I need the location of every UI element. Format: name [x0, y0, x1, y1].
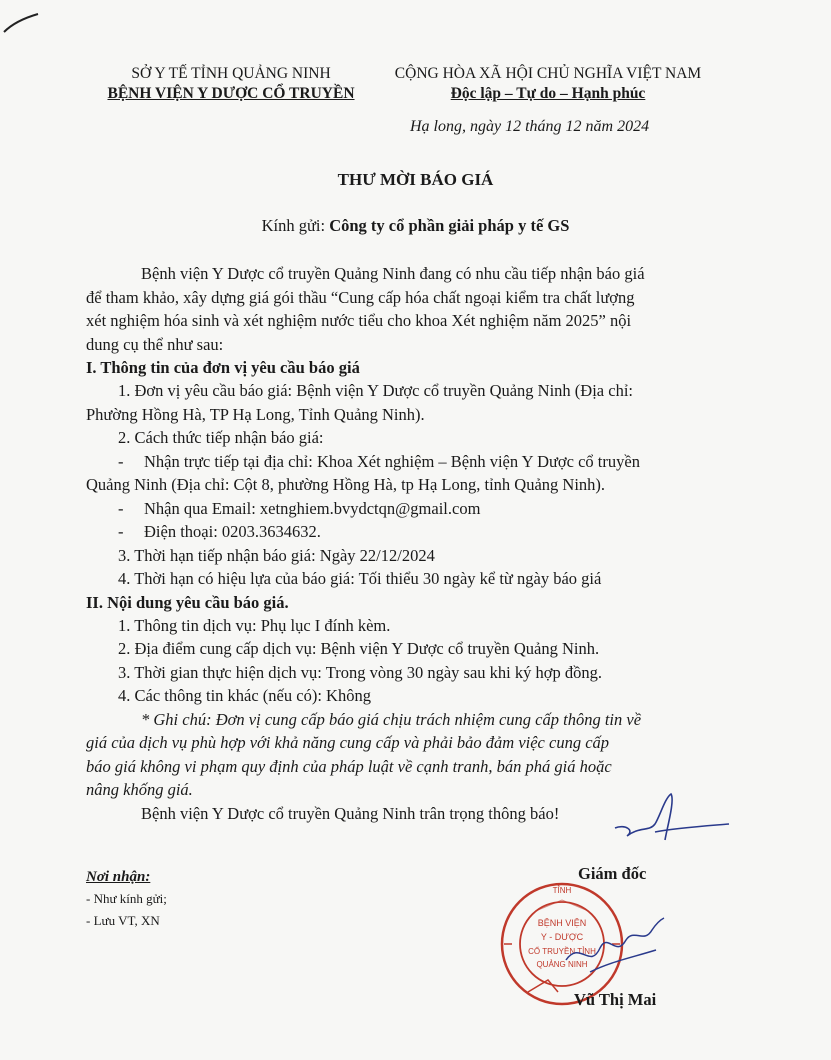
- section-2-item-2: 2. Địa điểm cung cấp dịch vụ: Bệnh viện Y Dược cổ truyền Quảng Ninh.: [118, 639, 600, 658]
- letter-body: [86, 262, 726, 825]
- signature: [560, 910, 670, 980]
- seal-line: BỆNH VIỆN: [537, 918, 587, 928]
- seal-line: Y - DƯỢC: [540, 932, 584, 942]
- note-line: * Ghi chú: Đơn vị cung cấp báo giá chịu trách nhiệm cung cấp thông tin về: [141, 709, 642, 729]
- section-2-item-3: 3. Thời gian thực hiện dịch vụ: Trong vòng 30 ngày sau khi ký hợp đồng.: [118, 662, 602, 682]
- seal-ring-text: TỈNH: [552, 886, 572, 895]
- section-1-item-1-cont: Phường Hồng Hà, TP Hạ Long, Tỉnh Quảng Ninh).: [86, 404, 425, 424]
- signer-title: Giám đốc: [578, 864, 647, 883]
- note-line: báo giá không vi phạm quy định của pháp luật về cạnh tranh, bán phá giá hoặc: [86, 756, 612, 776]
- closing-line: Bệnh viện Y Dược cổ truyền Quảng Ninh trân trọng thông báo!: [141, 803, 560, 823]
- section-2-item-1: 1. Thông tin dịch vụ: Phụ lục I đính kèm.: [118, 615, 391, 635]
- seal-line: CỔ TRUYỀN TỈNH: [528, 947, 596, 956]
- recipient-item: - Lưu VT, XN: [86, 913, 160, 928]
- intro-line: dung cụ thể như sau:: [86, 334, 224, 354]
- issuer-header: [86, 64, 376, 104]
- greeting-prefix: Kính gửi:: [261, 216, 330, 235]
- receive-method-email: - Nhận qua Email: xetnghiem.bvydctqn@gmail.com: [118, 498, 481, 518]
- section-1-item-1: 1. Đơn vị yêu cầu báo giá: Bệnh viện Y Dược cổ truyền Quảng Ninh (Địa chỉ:: [118, 381, 633, 400]
- note-line: giá của dịch vụ phù hợp với khả năng cung cấp và phải bảo đảm việc cung cấp: [86, 733, 610, 752]
- signer-name: Vũ Thị Mai: [574, 990, 657, 1009]
- country-name: CỘNG HÒA XÃ HỘI CHỦ NGHĨA VIỆT NAM: [394, 65, 702, 82]
- seal-line: QUẢNG NINH: [536, 960, 588, 969]
- greeting: [0, 216, 831, 236]
- receive-method-phone: - Điện thoại: 0203.3634632.: [118, 522, 321, 541]
- section-1-item-3: 3. Thời hạn tiếp nhận báo giá: Ngày 22/12/2024: [118, 545, 435, 565]
- national-motto-header: [368, 64, 728, 104]
- intro-line: Bệnh viện Y Dược cổ truyền Quảng Ninh đang có nhu cầu tiếp nhận báo giá: [141, 264, 645, 283]
- section-1-heading: I. Thông tin của đơn vị yêu cầu báo giá: [86, 358, 360, 377]
- receive-method-direct-cont: Quảng Ninh (Địa chỉ: Cột 8, phường Hồng Hà, tp Hạ Long, tỉnh Quảng Ninh).: [86, 475, 606, 494]
- section-2-heading: II. Nội dung yêu cầu báo giá.: [86, 592, 289, 612]
- recipient-item: - Như kính gửi;: [86, 891, 167, 906]
- section-2-item-4: 4. Các thông tin khác (nếu có): Không: [118, 686, 371, 705]
- receive-method-direct: - Nhận trực tiếp tại địa chỉ: Khoa Xét nghiệm – Bệnh viện Y Dược cổ truyền: [118, 451, 640, 471]
- intro-line: xét nghiệm hóa sinh và xét nghiệm nước tiểu cho khoa Xét nghiệm năm 2025” nội: [86, 311, 632, 330]
- recipients-label: Nơi nhận:: [86, 869, 151, 885]
- section-1-item-2: 2. Cách thức tiếp nhận báo giá:: [118, 428, 324, 447]
- motto: Độc lập – Tự do – Hạnh phúc: [450, 85, 646, 102]
- recipients-block: [86, 866, 167, 932]
- intro-line: để tham khảo, xây dựng giá gói thầu “Cung cấp hóa chất ngoại kiểm tra chất lượng: [86, 287, 635, 307]
- hospital-name: BỆNH VIỆN Y DƯỢC CỔ TRUYỀN: [107, 85, 355, 102]
- scan-artifact-mark: [2, 6, 42, 36]
- greeting-recipient: Công ty cổ phần giải pháp y tế GS: [329, 216, 570, 235]
- date-line: Hạ long, ngày 12 tháng 12 năm 2024: [410, 118, 650, 135]
- department-name: SỞ Y TẾ TỈNH QUẢNG NINH: [131, 65, 331, 82]
- note-line: nâng khống giá.: [86, 780, 193, 799]
- section-1-item-4: 4. Thời hạn có hiệu lựa của báo giá: Tối thiểu 30 ngày kể từ ngày báo giá: [118, 569, 602, 588]
- signature-initials: [605, 788, 735, 848]
- document-title: THƯ MỜI BÁO GIÁ: [337, 170, 494, 189]
